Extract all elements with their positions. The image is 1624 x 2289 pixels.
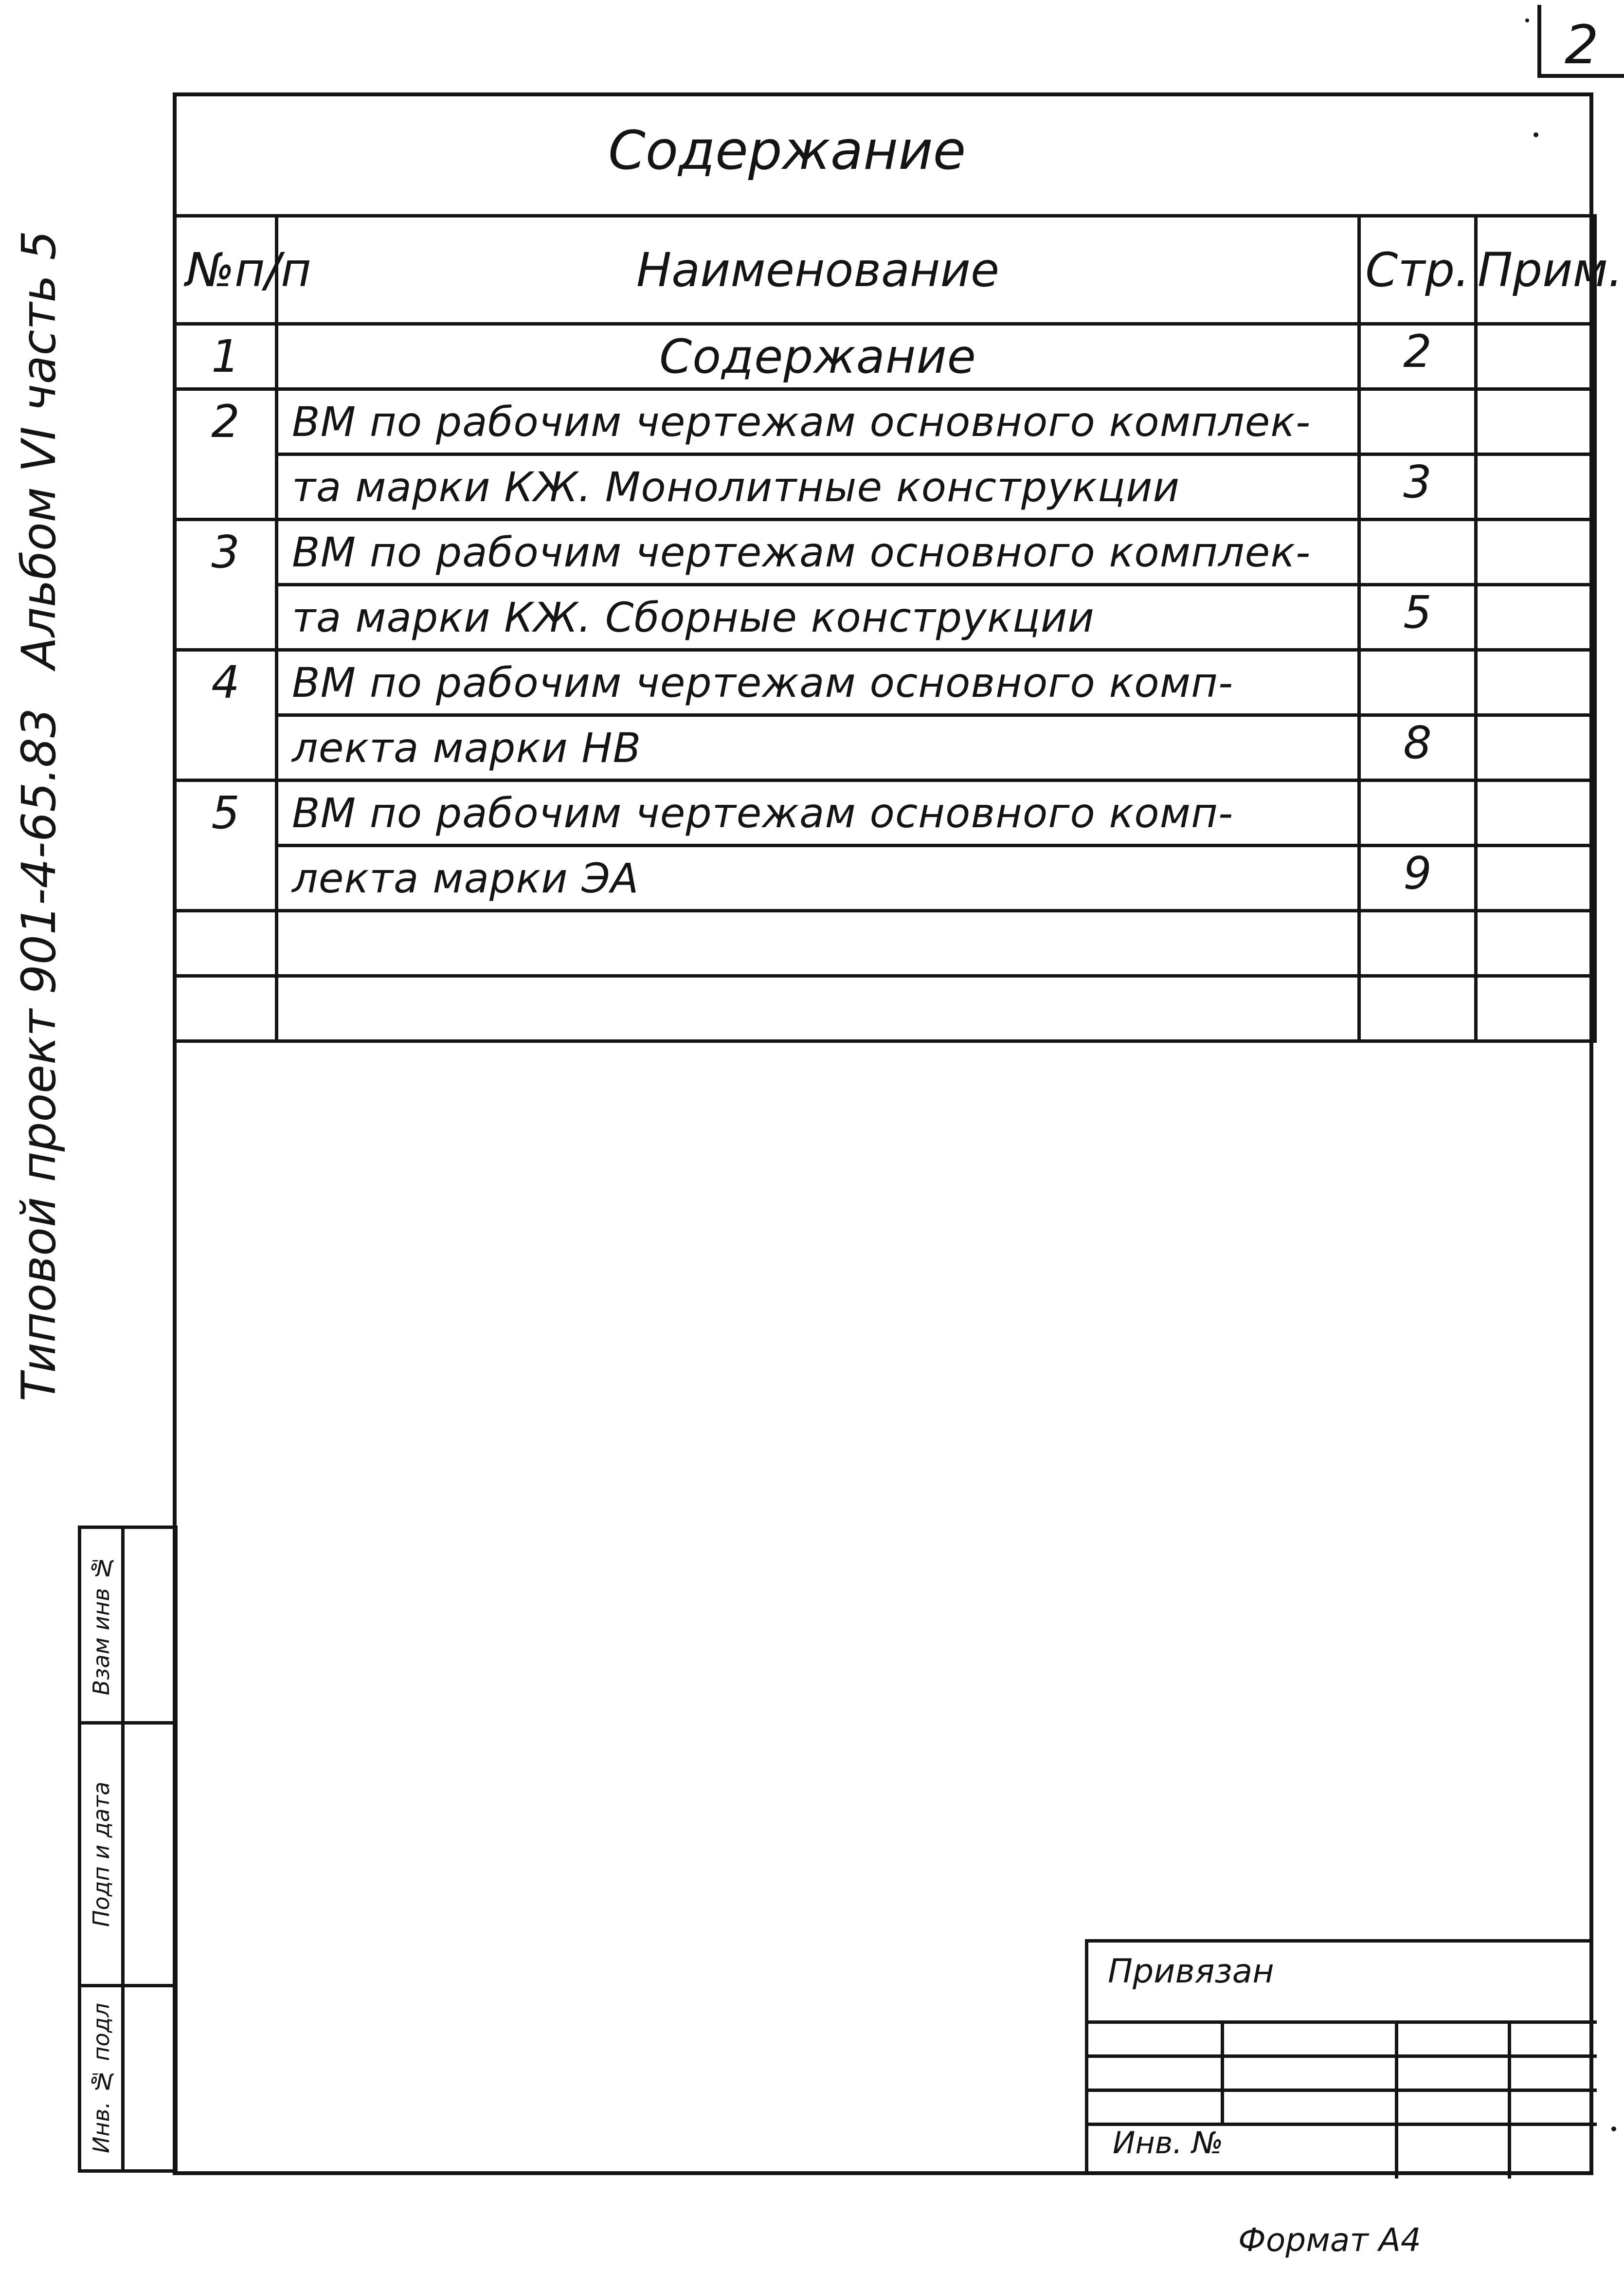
- row-num-empty: [175, 454, 277, 520]
- row-num-empty: [175, 846, 277, 911]
- row-name-empty: [277, 911, 1359, 976]
- table-row-empty: [175, 911, 1595, 976]
- row-note: [1476, 585, 1595, 650]
- row-note: [1476, 650, 1595, 715]
- binding-divider: [1088, 2020, 1597, 2024]
- project-designation: Типовой проект 901-4-65.83: [12, 708, 66, 1401]
- row-note: [1476, 520, 1595, 585]
- stamp-divider: [81, 1984, 174, 1987]
- sheet-number: 2: [1565, 14, 1599, 76]
- row-name-empty: [277, 976, 1359, 1041]
- stamp-divider-vertical: [121, 1529, 125, 2169]
- row-name-line2: лекта марки НВ: [277, 715, 1359, 781]
- row-num-empty: [175, 911, 277, 976]
- binding-divider-vertical: [1395, 2020, 1398, 2179]
- table-row-continued: [175, 715, 1595, 781]
- binding-divider: [1088, 2089, 1597, 2092]
- row-page: 9: [1359, 846, 1476, 911]
- row-num: 5: [175, 781, 277, 846]
- row-page-empty: [1359, 976, 1476, 1041]
- format-label: Формат А4: [1238, 2221, 1421, 2259]
- speck: [1611, 2126, 1616, 2131]
- table-row: [175, 389, 1595, 454]
- row-name: Содержание: [277, 324, 1359, 389]
- row-name-line1: ВМ по рабочим чертежам основного комплек-: [277, 389, 1359, 454]
- table-row: [175, 650, 1595, 715]
- row-num-empty: [175, 976, 277, 1041]
- header-name: Наименование: [277, 216, 1359, 324]
- stamp-inv-orig: Инв. № подл: [88, 2003, 114, 2154]
- side-margin-title: [5, 146, 73, 1401]
- binding-divider-vertical: [1508, 2020, 1511, 2179]
- row-page-empty: [1359, 520, 1476, 585]
- binding-divider: [1088, 2054, 1597, 2058]
- row-name-line1: ВМ по рабочим чертежам основного комплек-: [277, 520, 1359, 585]
- stamp-ref-inv: Взам инв №: [88, 1554, 114, 1696]
- header-num: №п/п: [175, 216, 277, 324]
- row-page: 3: [1359, 454, 1476, 520]
- row-note-empty: [1476, 976, 1595, 1041]
- row-note: [1476, 846, 1595, 911]
- header-page: Стр.: [1359, 216, 1476, 324]
- row-page-empty: [1359, 911, 1476, 976]
- row-note: [1476, 389, 1595, 454]
- table-row: [175, 520, 1595, 585]
- speck: [1534, 132, 1538, 137]
- row-page: 5: [1359, 585, 1476, 650]
- row-page-empty: [1359, 650, 1476, 715]
- row-num: 3: [175, 520, 277, 585]
- inv-label: Инв. №: [1113, 2125, 1224, 2161]
- row-note: [1476, 781, 1595, 846]
- row-note: [1476, 324, 1595, 389]
- row-name-line1: ВМ по рабочим чертежам основного комп-: [277, 781, 1359, 846]
- speck: [1525, 18, 1529, 22]
- row-page-empty: [1359, 781, 1476, 846]
- binding-divider-vertical: [1221, 2020, 1224, 2123]
- row-name-line2: та марки КЖ. Сборные конструкции: [277, 585, 1359, 650]
- album-designation: Альбом VI часть 5: [12, 230, 66, 669]
- header-note: Прим.: [1476, 216, 1595, 324]
- binding-block: [1085, 1939, 1593, 2175]
- contents-table: [173, 214, 1623, 1043]
- page-title: Содержание: [608, 119, 966, 182]
- table-row: [175, 781, 1595, 846]
- stamp-column: [78, 1526, 178, 2173]
- row-page-empty: [1359, 389, 1476, 454]
- row-num-empty: [175, 585, 277, 650]
- row-note: [1476, 454, 1595, 520]
- row-num: 1: [175, 324, 277, 389]
- row-page: 8: [1359, 715, 1476, 781]
- row-page: 2: [1359, 324, 1476, 389]
- row-num: 2: [175, 389, 277, 454]
- row-name-line2: лекта марки ЭА: [277, 846, 1359, 911]
- bound-label: Привязан: [1108, 1952, 1274, 1991]
- row-note: [1476, 715, 1595, 781]
- table-row: [175, 324, 1595, 389]
- row-name-line1: ВМ по рабочим чертежам основного комп-: [277, 650, 1359, 715]
- stamp-divider: [81, 1721, 174, 1725]
- table-header-row: [175, 216, 1595, 324]
- row-num-empty: [175, 715, 277, 781]
- table-row-continued: [175, 585, 1595, 650]
- row-note-empty: [1476, 911, 1595, 976]
- table-row-continued: [175, 846, 1595, 911]
- table-row-continued: [175, 454, 1595, 520]
- sheet-number-box: [1537, 5, 1624, 78]
- row-num: 4: [175, 650, 277, 715]
- stamp-sign-date: Подп и дата: [88, 1781, 114, 1927]
- row-name-line2: та марки КЖ. Монолитные конструкции: [277, 454, 1359, 520]
- table-row-empty: [175, 976, 1595, 1041]
